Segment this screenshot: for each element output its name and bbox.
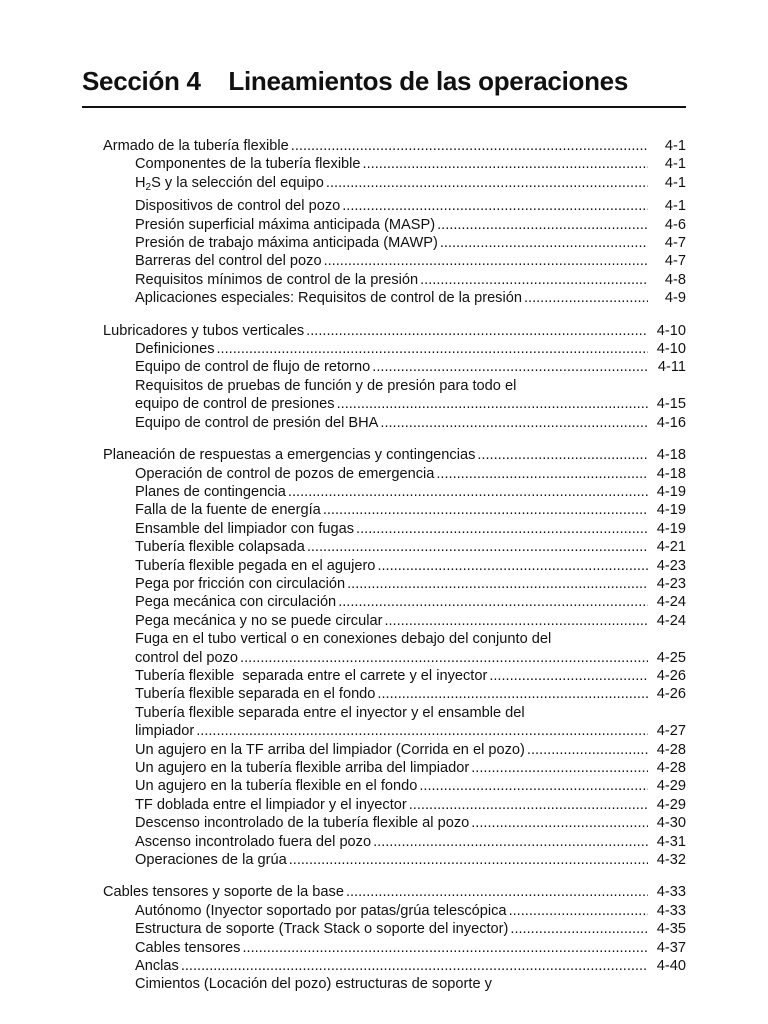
page-number: 4-31 bbox=[656, 833, 686, 850]
page-number: 4-27 bbox=[656, 723, 686, 740]
toc-entry[interactable]: Tubería flexible pegada en el agujero ..... 4-23 bbox=[135, 557, 686, 575]
page-number: 4-11 bbox=[657, 359, 686, 376]
toc-entry[interactable]: Un agujero en la tubería flexible arriba del limpiador ..... 4-28 bbox=[135, 759, 686, 777]
toc-entry[interactable]: Definiciones ..... 4-10 bbox=[135, 340, 686, 358]
toc-entry[interactable]: Ascenso incontrolado fuera del pozo ..... 4-31 bbox=[135, 833, 686, 851]
page-number: 4-35 bbox=[656, 921, 686, 938]
toc-entry[interactable]: Cables tensores ..... 4-37 bbox=[135, 939, 686, 957]
toc-entry[interactable]: Tubería flexible colapsada ..... 4-21 bbox=[135, 538, 686, 556]
toc-entry[interactable]: Ensamble del limpiador con fugas ..... 4-19 bbox=[135, 520, 686, 538]
toc-heading[interactable]: Planeación de respuestas a emergencias y contingencias ..... 4-18 bbox=[103, 446, 686, 464]
toc-entry[interactable]: Dispositivos de control del pozo ..... 4-1 bbox=[135, 197, 686, 215]
toc-entry[interactable]: Barreras del control del pozo ..... 4-7 bbox=[135, 252, 686, 270]
page-number: 4-18 bbox=[656, 465, 686, 482]
toc-entry[interactable]: Requisitos mínimos de control de la presión ..... 4-8 bbox=[135, 271, 686, 289]
toc-entry[interactable]: Un agujero en la TF arriba del limpiador (Corrida en el pozo) ..... 4-28 bbox=[135, 741, 686, 759]
toc-entry[interactable]: Presión superficial máxima anticipada (MASP) ..... 4-6 bbox=[135, 216, 686, 234]
toc-entry[interactable]: Equipo de control de flujo de retorno ..... 4-11 bbox=[135, 358, 686, 376]
page-number: 4-1 bbox=[664, 138, 686, 154]
toc-entry[interactable]: control del pozo ..... 4-25 bbox=[135, 649, 686, 667]
page-number: 4-28 bbox=[656, 760, 686, 776]
page-number: 4-16 bbox=[656, 414, 686, 431]
page-number: 4-8 bbox=[664, 271, 686, 288]
toc-entry[interactable]: Descenso incontrolado de la tubería flexible al pozo ..... 4-30 bbox=[135, 814, 686, 832]
page-number: 4-26 bbox=[656, 667, 686, 684]
toc-entry[interactable]: Autónomo (Inyector soportado por patas/grúa telescópica ..... 4-33 bbox=[135, 902, 686, 920]
toc-entry[interactable]: Estructura de soporte (Track Stack o soporte del inyector) ..... 4-35 bbox=[135, 920, 686, 938]
page-number: 4-7 bbox=[664, 235, 686, 252]
toc-group bbox=[103, 137, 693, 308]
toc-heading[interactable]: Lubricadores y tubos verticales ..... 4-10 bbox=[103, 322, 686, 340]
toc-entry[interactable]: limpiador ..... 4-27 bbox=[135, 722, 686, 740]
toc-entry[interactable]: Presión de trabajo máxima anticipada (MAWP) ..... 4-7 bbox=[135, 234, 686, 252]
toc-entry[interactable]: Falla de la fuente de energía ..... 4-19 bbox=[135, 501, 686, 519]
page-number: 4-1 bbox=[664, 156, 686, 173]
toc-group bbox=[103, 446, 693, 869]
table-of-contents bbox=[103, 137, 693, 1008]
page-number: 4-7 bbox=[664, 253, 686, 270]
page-number: 4-37 bbox=[656, 939, 686, 956]
page-number: 4-19 bbox=[656, 502, 686, 519]
toc-entry-line[interactable]: Requisitos de pruebas de función y de presión para todo el bbox=[135, 377, 517, 394]
page-number: 4-29 bbox=[656, 778, 686, 795]
page-number: 4-18 bbox=[656, 447, 686, 464]
toc-heading[interactable]: Armado de la tubería flexible ..... 4-1 bbox=[103, 137, 686, 155]
page-number: 4-21 bbox=[656, 539, 686, 556]
page-number: 4-30 bbox=[656, 815, 686, 832]
page-title: Sección 4 Lineamientos de las operaciones bbox=[82, 66, 629, 96]
page-number: 4-19 bbox=[656, 520, 686, 537]
page-number: 4-1 bbox=[664, 174, 686, 191]
toc-entry[interactable]: Operaciones de la grúa ..... 4-32 bbox=[135, 851, 686, 869]
toc-entry[interactable]: Pega mecánica con circulación ..... 4-24 bbox=[135, 593, 686, 611]
toc-entry[interactable]: Pega mecánica y no se puede circular ..... 4-24 bbox=[135, 612, 686, 630]
toc-entry[interactable]: Anclas ..... 4-40 bbox=[135, 957, 686, 975]
page-number: 4-19 bbox=[656, 483, 686, 500]
toc-group bbox=[103, 883, 693, 993]
page-number: 4-1 bbox=[664, 198, 686, 215]
page-number: 4-6 bbox=[664, 216, 686, 233]
toc-entry[interactable]: Pega por fricción con circulación ..... 4-23 bbox=[135, 575, 686, 593]
page-number: 4-33 bbox=[656, 902, 686, 919]
toc-entry[interactable]: Tubería flexible separada en el fondo ..... 4-26 bbox=[135, 685, 686, 703]
page-number: 4-40 bbox=[656, 958, 686, 975]
toc-heading[interactable]: Cables tensores y soporte de la base ..... 4-33 bbox=[103, 883, 686, 901]
page-number: 4-10 bbox=[656, 341, 686, 358]
toc-entry[interactable]: Planes de contingencia ..... 4-19 bbox=[135, 483, 686, 501]
toc-entry-line[interactable]: Tubería flexible separada entre el inyector y el ensamble del bbox=[135, 704, 525, 721]
toc-entry[interactable]: TF doblada entre el limpiador y el inyector ..... 4-29 bbox=[135, 796, 686, 814]
toc-entry[interactable]: equipo de control de presiones ..... 4-15 bbox=[135, 395, 686, 413]
title-rule bbox=[82, 106, 686, 108]
toc-entry[interactable]: Un agujero en la tubería flexible en el fondo ..... 4-29 bbox=[135, 777, 686, 795]
page-number: 4-23 bbox=[656, 575, 686, 592]
toc-entry-line[interactable]: Fuga en el tubo vertical o en conexiones debajo del conjunto del bbox=[135, 631, 552, 648]
toc-entry[interactable]: Operación de control de pozos de emergencia ..... 4-18 bbox=[135, 465, 686, 483]
page-number: 4-23 bbox=[656, 557, 686, 574]
page-number: 4-26 bbox=[656, 686, 686, 703]
page-number: 4-28 bbox=[656, 741, 686, 758]
toc-entry[interactable]: Componentes de la tubería flexible ..... 4-1 bbox=[135, 155, 686, 173]
page-number: 4-9 bbox=[664, 290, 686, 307]
page-number: 4-24 bbox=[656, 594, 686, 611]
toc-entry[interactable]: Tubería flexible separada entre el carrete y el inyector ..... 4-26 bbox=[135, 667, 686, 685]
page-number: 4-10 bbox=[656, 322, 686, 339]
page-number: 4-25 bbox=[656, 649, 686, 666]
toc-entry[interactable]: Equipo de control de presión del BHA ..... 4-16 bbox=[135, 414, 686, 432]
page-number: 4-15 bbox=[656, 396, 686, 413]
toc-group bbox=[103, 322, 693, 432]
page-number: 4-32 bbox=[656, 852, 686, 869]
toc-entry-line[interactable]: Cimientos (Locación del pozo) estructuras de soporte y bbox=[135, 976, 492, 993]
page-number: 4-33 bbox=[656, 884, 686, 901]
toc-entry[interactable]: Aplicaciones especiales: Requisitos de control de la presión ..... 4-9 bbox=[135, 289, 686, 307]
toc-entry[interactable]: $H_2S$ y la selección del equipo ..... 4-1 bbox=[135, 174, 686, 197]
page-number: 4-24 bbox=[656, 612, 686, 629]
page-number: 4-29 bbox=[656, 796, 686, 813]
